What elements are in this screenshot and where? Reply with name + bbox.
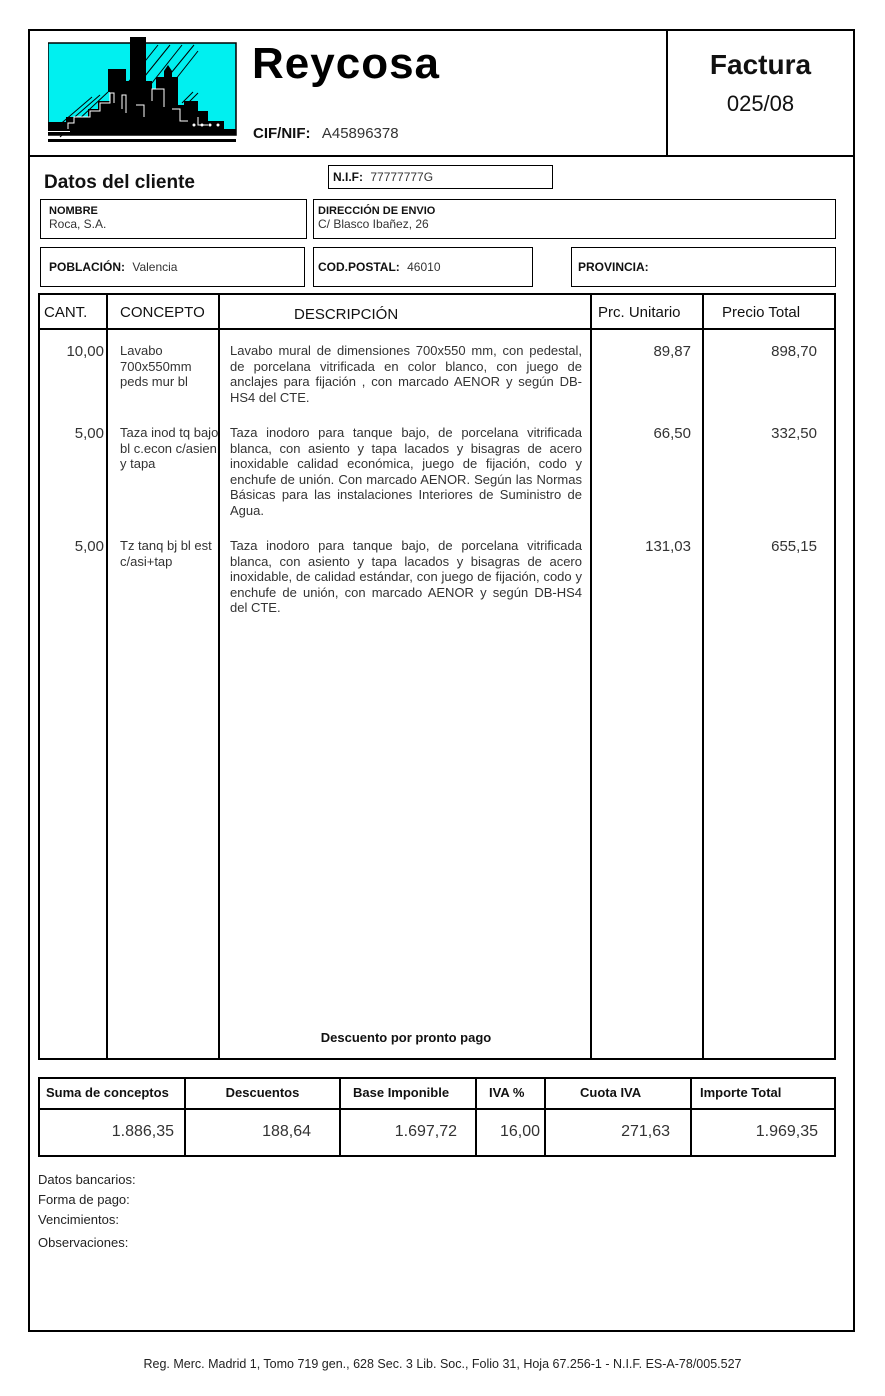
totals-discounts xyxy=(184,1079,339,1155)
item-unit-price: 131,03 xyxy=(645,538,691,555)
invoice-title: Factura xyxy=(709,49,812,80)
city-label: POBLACIÓN: xyxy=(49,260,125,274)
item-qty: 5,00 xyxy=(74,538,104,555)
totals-value: 16,00 xyxy=(499,1123,540,1140)
totals-header: Suma de conceptos xyxy=(40,1079,184,1110)
column-divider xyxy=(218,295,220,1058)
totals-header: Importe Total xyxy=(692,1079,834,1110)
totals-vat-amount xyxy=(544,1079,690,1155)
item-qty: 10,00 xyxy=(66,343,104,360)
invoice-id-box xyxy=(666,31,853,155)
items-table xyxy=(38,293,836,1060)
cif-label: CIF/NIF: xyxy=(253,125,311,142)
address-value: C/ Blasco Ibañez, 26 xyxy=(318,217,429,231)
client-nif-field xyxy=(328,165,553,189)
item-unit-price: 89,87 xyxy=(653,343,691,360)
totals-header: IVA % xyxy=(477,1079,544,1110)
totals-value: 1.969,35 xyxy=(755,1123,818,1140)
client-province-field xyxy=(571,247,836,287)
column-divider xyxy=(590,295,592,1058)
header-qty: CANT. xyxy=(44,304,88,321)
client-postal-code-field xyxy=(313,247,533,287)
company-cif xyxy=(253,125,399,142)
item-unit-price: 66,50 xyxy=(653,425,691,442)
totals-value: 271,63 xyxy=(621,1123,670,1140)
totals-grand-total xyxy=(690,1079,834,1155)
nif-label: N.I.F: xyxy=(333,170,363,184)
item-total: 655,15 xyxy=(771,538,817,555)
payment-method-label: Forma de pago: xyxy=(38,1192,130,1207)
province-label: PROVINCIA: xyxy=(578,260,649,274)
company-name: Reycosa xyxy=(252,39,441,88)
postal-label: COD.POSTAL: xyxy=(318,260,400,274)
item-total: 332,50 xyxy=(771,425,817,442)
header-total: Precio Total xyxy=(722,304,801,321)
totals-value: 188,64 xyxy=(262,1123,311,1140)
client-section-title: Datos del cliente xyxy=(44,172,195,193)
invoice-number: 025/08 xyxy=(726,91,795,116)
invoice-header xyxy=(30,31,853,157)
totals-value: 1.886,35 xyxy=(111,1123,174,1140)
totals-header: Cuota IVA xyxy=(546,1079,690,1110)
totals-sum xyxy=(40,1079,184,1155)
item-total: 898,70 xyxy=(771,343,817,360)
header-divider xyxy=(40,328,834,330)
totals-vat-rate xyxy=(475,1079,544,1155)
header-description: DESCRIPCIÓN xyxy=(294,306,399,323)
item-concept: Taza inod tq bajo bl c.econ c/asien y tapa xyxy=(120,425,219,471)
bank-details-label: Datos bancarios: xyxy=(38,1172,136,1187)
item-description: Taza inodoro para tanque bajo, de porcelana vitrificada blanca, con asiento y tapa lacados y bisagras de acero inoxidable calidad económica, juego de fijación, codo y enchufe de unión. Con marcado AENOR. Según las Normas Básicas para las instalaciones Interiores de Suministro de Agua. xyxy=(230,425,582,518)
item-description: Lavabo mural de dimensiones 700x550 mm, con pedestal, de porcelana vitrificada en color blanco, con juego de anclajes para fijación , con marcado AENOR y según DB-HS4 del CTE. xyxy=(230,343,582,405)
city-skyline-icon xyxy=(48,37,238,147)
discount-label: Descuento por pronto pago xyxy=(320,1030,492,1045)
header-unit-price: Prc. Unitario xyxy=(598,304,681,321)
due-dates-label: Vencimientos: xyxy=(38,1212,119,1227)
header-concept: CONCEPTO xyxy=(120,304,205,321)
cif-value: A45896378 xyxy=(321,125,399,142)
name-value: Roca, S.A. xyxy=(49,217,107,231)
city-value: Valencia xyxy=(132,260,178,274)
address-label: DIRECCIÓN DE ENVIO xyxy=(318,205,436,217)
column-divider xyxy=(106,295,108,1058)
notes-label: Observaciones: xyxy=(38,1235,129,1250)
column-divider xyxy=(702,295,704,1058)
nif-value: 77777777G xyxy=(370,170,434,184)
item-qty: 5,00 xyxy=(74,425,104,442)
totals-taxable-base xyxy=(339,1079,475,1155)
invoice-document xyxy=(28,29,855,1332)
item-concept: Tz tanq bj bl est c/asi+tap xyxy=(120,538,212,569)
registry-footer: Reg. Merc. Madrid 1, Tomo 719 gen., 628 Sec. 3 Lib. Soc., Folio 31, Hoja 67.256-1 - N.I.F. ES-A-78/005.527 xyxy=(143,1357,742,1371)
totals-header: Descuentos xyxy=(186,1079,339,1110)
totals-table xyxy=(38,1077,836,1157)
postal-value: 46010 xyxy=(407,260,441,274)
name-label: NOMBRE xyxy=(49,205,98,217)
client-address-field xyxy=(313,199,836,239)
totals-value: 1.697,72 xyxy=(394,1123,457,1140)
item-description: Taza inodoro para tanque bajo, de porcelana vitrificada blanca, con asiento y tapa lacados y bisagras de acero inoxidable, de calidad estándar, con juego de fijación, codo y enchufe de unión, con marcado AENOR y según DB-HS4 del CTE. xyxy=(230,538,582,615)
totals-header: Base Imponible xyxy=(341,1079,475,1110)
client-name-field xyxy=(40,199,307,239)
item-concept: Lavabo 700x550mm peds mur bl xyxy=(120,343,192,389)
client-city-field xyxy=(40,247,305,287)
